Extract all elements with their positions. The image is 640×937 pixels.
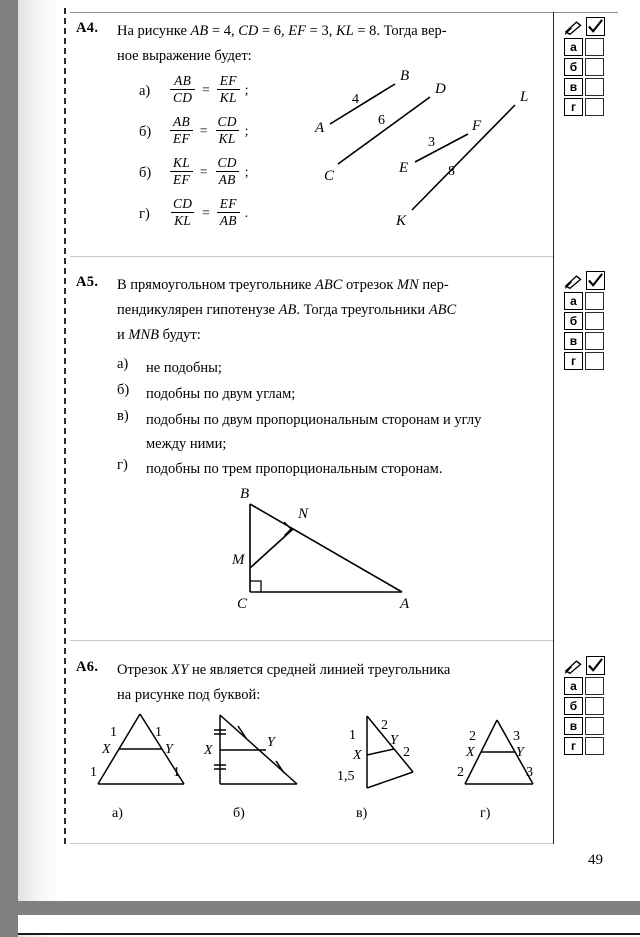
answer-letter-a6-3: в xyxy=(564,717,583,735)
fraction-numerator: CD xyxy=(217,114,237,129)
option-text-a5-3-cont: между ними; xyxy=(146,436,227,452)
answer-checkbox-a6-4[interactable] xyxy=(585,737,604,755)
figure-a6a-label-top-right: 1 xyxy=(155,725,162,740)
formula-punctuation: ; xyxy=(244,81,249,97)
option-text-a5-3: подобны по двум пропорциональным сторонам и углу xyxy=(146,412,482,428)
answer-row-a5-v xyxy=(556,332,626,350)
option-formula-a4-1 xyxy=(168,74,248,105)
checkmark-icon xyxy=(587,18,604,35)
fraction-denominator: EF xyxy=(170,130,193,146)
answer-letter-a5-2: б xyxy=(564,312,583,330)
answer-row-a4-a xyxy=(556,38,626,56)
answer-letter-a4-3: в xyxy=(564,78,583,96)
equals-sign: = xyxy=(199,163,208,179)
checkmark-icon xyxy=(587,657,604,674)
question-text-a5-line1: В прямоугольном треугольнике ABC отрезок MN пер- xyxy=(117,277,449,293)
figure-caption-a6-c: в) xyxy=(356,806,368,821)
figure-length-ef: 3 xyxy=(428,135,435,150)
question-number-a4: A4. xyxy=(76,20,99,36)
equals-sign: = xyxy=(202,81,210,97)
figure-a6d-label-bottom-left: 2 xyxy=(457,765,464,780)
figure-a6c-label-top-right: 2 xyxy=(381,718,388,733)
section-separator-bottom xyxy=(70,843,553,844)
figure-a6a-label-top-left: 1 xyxy=(110,725,117,740)
figure-a6c-label-bottom-left: 1,5 xyxy=(337,769,355,784)
answer-row-a5-a xyxy=(556,292,626,310)
answer-row-a6-v xyxy=(556,717,626,735)
figure-a6c-label-top-left: 1 xyxy=(349,728,356,743)
option-letter-a5-4: г) xyxy=(117,457,128,473)
answer-letter-a4-2: б xyxy=(564,58,583,76)
answer-check-header-box-a6[interactable] xyxy=(586,656,605,675)
answer-header-a6 xyxy=(556,653,626,675)
answer-letter-a4-4: г xyxy=(564,98,583,116)
answer-header-a5 xyxy=(556,268,626,290)
fraction-denominator: AB xyxy=(217,212,240,228)
figure-label-n: N xyxy=(298,506,309,522)
formula-punctuation: . xyxy=(244,204,249,220)
section-separator-a4-a5 xyxy=(70,256,553,257)
answer-row-a5-g xyxy=(556,352,626,370)
answer-check-header-box-a4[interactable] xyxy=(586,17,605,36)
answer-header-a4 xyxy=(556,14,626,36)
fraction-numerator: KL xyxy=(173,155,190,170)
figure-label-a: A xyxy=(315,120,325,136)
answer-checkbox-a4-4[interactable] xyxy=(585,98,604,116)
option-letter-a4-1: а) xyxy=(139,83,151,99)
fraction-numerator: EF xyxy=(219,73,237,88)
figure-a6a-label-y: Y xyxy=(165,742,173,757)
answer-row-a4-b xyxy=(556,58,626,76)
option-letter-a5-1: а) xyxy=(117,356,129,372)
formula-punctuation: ; xyxy=(244,122,249,138)
scan-bottom-shadow-band xyxy=(18,901,640,915)
answer-checkbox-a6-2[interactable] xyxy=(585,697,604,715)
figure-a6-d xyxy=(447,704,557,802)
figure-a6d-label-y: Y xyxy=(516,745,524,760)
answer-letter-a6-1: а xyxy=(564,677,583,695)
answer-row-a6-g xyxy=(556,737,626,755)
answer-row-a4-v xyxy=(556,78,626,96)
fraction-numerator: EF xyxy=(219,196,237,211)
figure-length-kl: 8 xyxy=(448,164,455,179)
figure-a6b-label-y: Y xyxy=(267,735,275,750)
option-letter-a4-3: б) xyxy=(139,165,152,181)
answer-row-a6-a xyxy=(556,677,626,695)
figure-label-k: K xyxy=(396,213,407,229)
scan-left-margin-strip xyxy=(0,0,18,937)
fraction-denominator: AB xyxy=(216,171,239,187)
fraction-denominator: KL xyxy=(171,212,194,228)
question-number-a6: A6. xyxy=(76,659,99,675)
scan-bottom-edge-rule xyxy=(18,933,640,935)
answer-column-a4 xyxy=(556,14,626,116)
answer-checkbox-a4-1[interactable] xyxy=(585,38,604,56)
answer-column-a5 xyxy=(556,268,626,370)
pencil-icon xyxy=(564,657,584,675)
fraction-denominator: EF xyxy=(170,171,193,187)
checkmark-icon xyxy=(587,272,604,289)
figure-a6a-label-x: X xyxy=(102,742,111,757)
option-letter-a4-2: б) xyxy=(139,124,152,140)
figure-a6d-label-top-right: 3 xyxy=(513,729,520,744)
answer-checkbox-a5-2[interactable] xyxy=(585,312,604,330)
fraction-numerator: AB xyxy=(174,73,192,88)
question-text-a4-line2: ное выражение будет: xyxy=(117,48,252,64)
figure-a6c-label-right-lower: 2 xyxy=(403,745,410,760)
figure-a6-a xyxy=(88,706,198,801)
pencil-icon xyxy=(564,18,584,36)
answer-checkbox-a4-3[interactable] xyxy=(585,78,604,96)
figure-label-d: D xyxy=(435,81,446,97)
answer-check-header-box-a5[interactable] xyxy=(586,271,605,290)
figure-label-b: B xyxy=(400,68,410,84)
fraction-numerator: CD xyxy=(217,155,237,170)
perforation-dashed-line xyxy=(64,8,66,844)
figure-label-m: M xyxy=(232,552,245,568)
answer-column-a6 xyxy=(556,653,626,755)
equals-sign: = xyxy=(199,122,208,138)
answer-row-a6-b xyxy=(556,697,626,715)
figure-a6a-label-bottom-left: 1 xyxy=(90,765,97,780)
content-top-rule xyxy=(70,12,618,13)
fraction-denominator: CD xyxy=(170,89,195,105)
scan-bottom-white-band xyxy=(18,915,640,933)
answer-row-a5-b xyxy=(556,312,626,330)
figure-a4-parallel-segments xyxy=(310,62,550,232)
figure-a6-c xyxy=(325,702,435,802)
figure-label-c: C xyxy=(324,168,335,184)
question-text-a5-line2: пендикулярен гипотенузе AB. Тогда треугольники ABC xyxy=(117,302,457,318)
equals-sign: = xyxy=(202,204,210,220)
figure-label-a: A xyxy=(400,596,410,612)
option-formula-a4-4 xyxy=(168,197,248,228)
figure-a6d-label-x: X xyxy=(466,745,475,760)
figure-length-cd: 6 xyxy=(378,113,385,128)
question-text-a6-line2: на рисунке под буквой: xyxy=(117,687,261,703)
answer-checkbox-a4-2[interactable] xyxy=(585,58,604,76)
page-number: 49 xyxy=(588,852,603,868)
scan-page-gutter xyxy=(18,0,62,937)
option-letter-a5-2: б) xyxy=(117,382,130,398)
option-text-a5-4: подобны по трем пропорциональным сторонам. xyxy=(146,461,443,477)
formula-punctuation: ; xyxy=(244,163,249,179)
fraction-numerator: CD xyxy=(173,196,193,211)
answer-letter-a6-4: г xyxy=(564,737,583,755)
section-separator-a5-a6 xyxy=(70,640,553,641)
answer-checkbox-a5-4[interactable] xyxy=(585,352,604,370)
figure-label-b: B xyxy=(240,486,250,502)
answer-letter-a5-1: а xyxy=(564,292,583,310)
answer-checkbox-a6-1[interactable] xyxy=(585,677,604,695)
figure-caption-a6-a: а) xyxy=(112,806,123,821)
figure-label-l: L xyxy=(520,89,529,105)
figure-a5-right-triangle xyxy=(210,482,430,612)
figure-label-e: E xyxy=(399,160,409,176)
fraction-denominator: KL xyxy=(217,89,240,105)
answer-letter-a5-3: в xyxy=(564,332,583,350)
option-text-a5-1: не подобны; xyxy=(146,360,222,376)
figure-a6d-label-bottom-right: 3 xyxy=(526,765,533,780)
figure-length-ab: 4 xyxy=(352,92,359,107)
figure-label-c: C xyxy=(237,596,248,612)
question-text-a4-line1: На рисунке AB = 4, CD = 6, EF = 3, KL = 8. Тогда вер- xyxy=(117,23,447,39)
figure-a6c-label-x: X xyxy=(353,748,362,763)
figure-caption-a6-d: г) xyxy=(480,806,491,821)
answer-row-a4-g xyxy=(556,98,626,116)
answer-checkbox-a6-3[interactable] xyxy=(585,717,604,735)
question-text-a5-line3: и MNB будут: xyxy=(117,327,201,343)
figure-a6d-label-top-left: 2 xyxy=(469,729,476,744)
answer-letter-a5-4: г xyxy=(564,352,583,370)
answer-letter-a6-2: б xyxy=(564,697,583,715)
option-formula-a4-2 xyxy=(168,115,248,146)
figure-a6a-label-bottom-right: 1 xyxy=(173,765,180,780)
option-formula-a4-3 xyxy=(168,156,248,187)
fraction-numerator: AB xyxy=(173,114,190,129)
option-letter-a5-3: в) xyxy=(117,408,129,424)
figure-a6b-label-x: X xyxy=(204,743,213,758)
figure-label-f: F xyxy=(472,118,482,134)
question-text-a6-line1: Отрезок XY не является средней линией треугольника xyxy=(117,662,451,678)
figure-caption-a6-b: б) xyxy=(233,806,245,821)
fraction-denominator: KL xyxy=(216,130,239,146)
figure-a6-b xyxy=(203,706,313,801)
pencil-icon xyxy=(564,272,584,290)
answer-letter-a4-1: а xyxy=(564,38,583,56)
answer-checkbox-a5-3[interactable] xyxy=(585,332,604,350)
answer-checkbox-a5-1[interactable] xyxy=(585,292,604,310)
option-text-a5-2: подобны по двум углам; xyxy=(146,386,296,402)
figure-a6c-label-y: Y xyxy=(390,733,398,748)
question-number-a5: A5. xyxy=(76,274,99,290)
option-letter-a4-4: г) xyxy=(139,206,150,222)
